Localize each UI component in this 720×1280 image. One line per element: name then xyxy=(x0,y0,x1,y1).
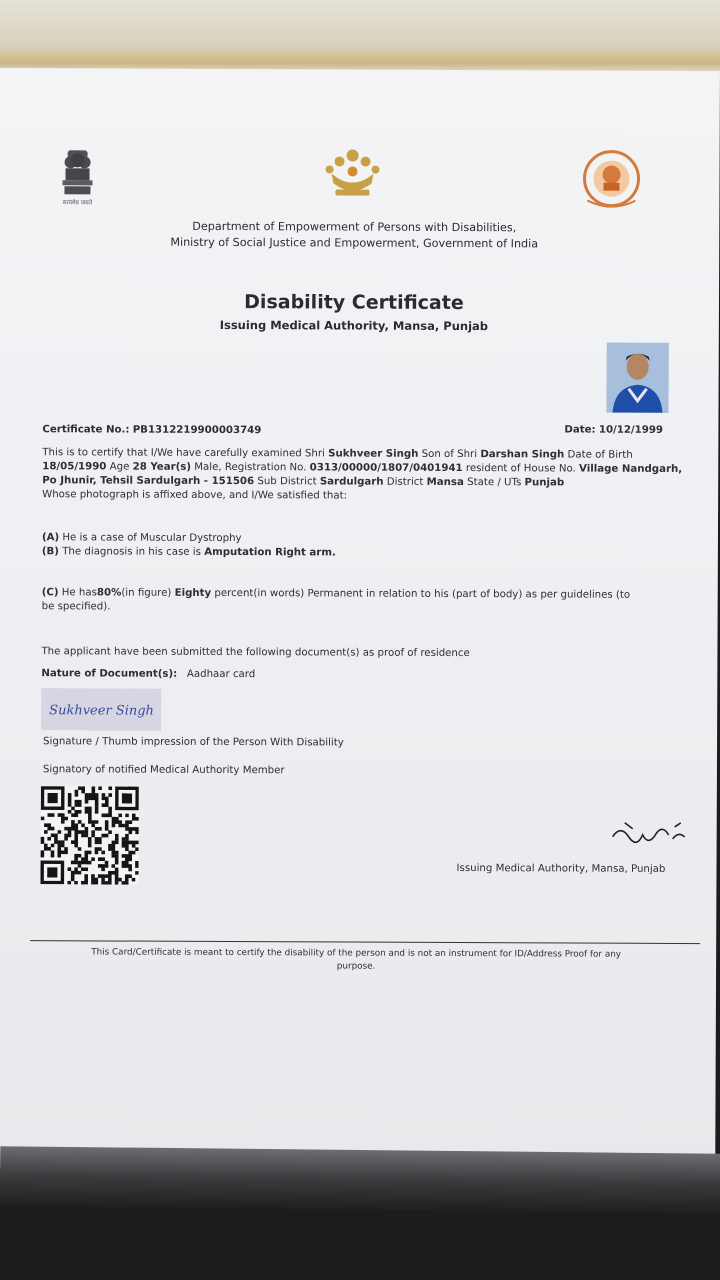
department-line-2: Ministry of Social Justice and Empowerment, Government of India xyxy=(170,235,539,251)
item-a xyxy=(42,531,242,546)
sub-district-label: Sub District xyxy=(257,476,317,488)
certification-paragraph xyxy=(42,446,682,505)
page-subtitle: Issuing Medical Authority, Mansa, Punjab xyxy=(219,317,489,334)
svg-text:Sukhveer Singh: Sukhveer Singh xyxy=(49,703,154,719)
certificate-date-label: Date: xyxy=(564,424,596,436)
certificate-number-value: PB1312219900003749 xyxy=(132,424,262,437)
registration-number: 0313/00000/1807/0401941 xyxy=(309,462,463,475)
issuing-authority-label: Issuing Medical Authority, Mansa, Punjab xyxy=(456,862,666,875)
item-c-rest: percent(in words) Permanent in relation to his (part of body) as per guidelines (to xyxy=(214,587,631,601)
intro-text: This is to certify that I/We have carefully examined Shri xyxy=(42,447,325,460)
in-figure-label: (in figure) xyxy=(121,587,172,599)
item-c xyxy=(42,586,682,617)
dob-value: 18/05/1990 xyxy=(42,461,107,473)
qr-code xyxy=(40,786,138,884)
authority-signature-icon xyxy=(609,819,689,853)
certificate-date-value: 10/12/1999 xyxy=(598,424,664,436)
applicant-documents-line: The applicant have been submitted the following document(s) as proof of residence xyxy=(41,646,470,660)
certificate-date xyxy=(564,423,663,437)
father-name: Darshan Singh xyxy=(480,449,565,461)
item-a-label: (A) xyxy=(41,532,60,544)
item-a-text: He is a case of Muscular Dystrophy xyxy=(62,532,242,545)
signatory-label: Signatory of notified Medical Authority Member xyxy=(42,764,285,777)
disability-percent: 80% xyxy=(96,587,122,599)
footer-rule xyxy=(30,940,700,944)
age-label: Age xyxy=(109,461,130,473)
gender-registration-label: Male, Registration No. xyxy=(194,461,307,474)
footer-disclaimer xyxy=(0,946,716,975)
item-b xyxy=(42,545,336,560)
item-c-prefix: He has xyxy=(61,587,97,599)
district-label: District xyxy=(386,476,424,488)
resident-label: resident of House No. xyxy=(465,463,576,475)
dob-label: Date of Birth xyxy=(567,449,633,461)
bottom-shadow xyxy=(0,1146,720,1214)
son-of-label: Son of Shri xyxy=(421,448,478,461)
page-title: Disability Certificate xyxy=(244,291,464,315)
applicant-name: Sukhveer Singh xyxy=(328,448,419,460)
sub-district-value: Sardulgarh xyxy=(319,476,384,488)
signature-handwriting xyxy=(41,688,161,731)
certificate-paper xyxy=(0,68,720,1171)
footer-line-2: purpose. xyxy=(336,961,376,972)
disability-percent-words: Eighty xyxy=(174,587,212,599)
nature-of-document xyxy=(41,667,255,682)
item-b-value: Amputation Right arm. xyxy=(204,546,336,559)
department-logo-icon xyxy=(317,145,387,201)
department-line-1: Department of Empowerment of Persons with Disabilities, xyxy=(192,219,517,235)
nature-value: Aadhaar card xyxy=(186,668,256,681)
district-value: Mansa xyxy=(426,476,464,489)
address-value: Village Nandgarh, Po Jhunir, Tehsil Sardulgarh - 151506 xyxy=(42,463,683,488)
certificate-number-label: Certificate No.: xyxy=(42,424,130,436)
item-b-label: (B) xyxy=(41,546,59,558)
nature-label: Nature of Document(s): xyxy=(41,668,178,680)
applicant-photo xyxy=(607,343,669,413)
age-value: 28 Year(s) xyxy=(132,461,192,473)
state-label: State / UTs xyxy=(467,477,522,489)
certificate-number xyxy=(42,423,261,438)
applicant-signature xyxy=(41,688,161,731)
signature-label: Signature / Thumb impression of the Person With Disability xyxy=(43,736,344,749)
emblem-caption: सत्यमेव जयते xyxy=(62,199,93,207)
state-value: Punjab xyxy=(524,477,565,489)
item-b-text: The diagnosis in his case is xyxy=(62,546,201,558)
photograph-statement: Whose photograph is affixed above, and I/We satisfied that: xyxy=(42,489,348,502)
item-c-end: be specified). xyxy=(41,601,111,613)
item-c-label: (C) xyxy=(41,587,59,599)
seal-logo-icon xyxy=(581,149,641,213)
footer-line-1: This Card/Certificate is meant to certify the disability of the person and is not an instrument for ID/Address Proof for any xyxy=(91,947,622,960)
